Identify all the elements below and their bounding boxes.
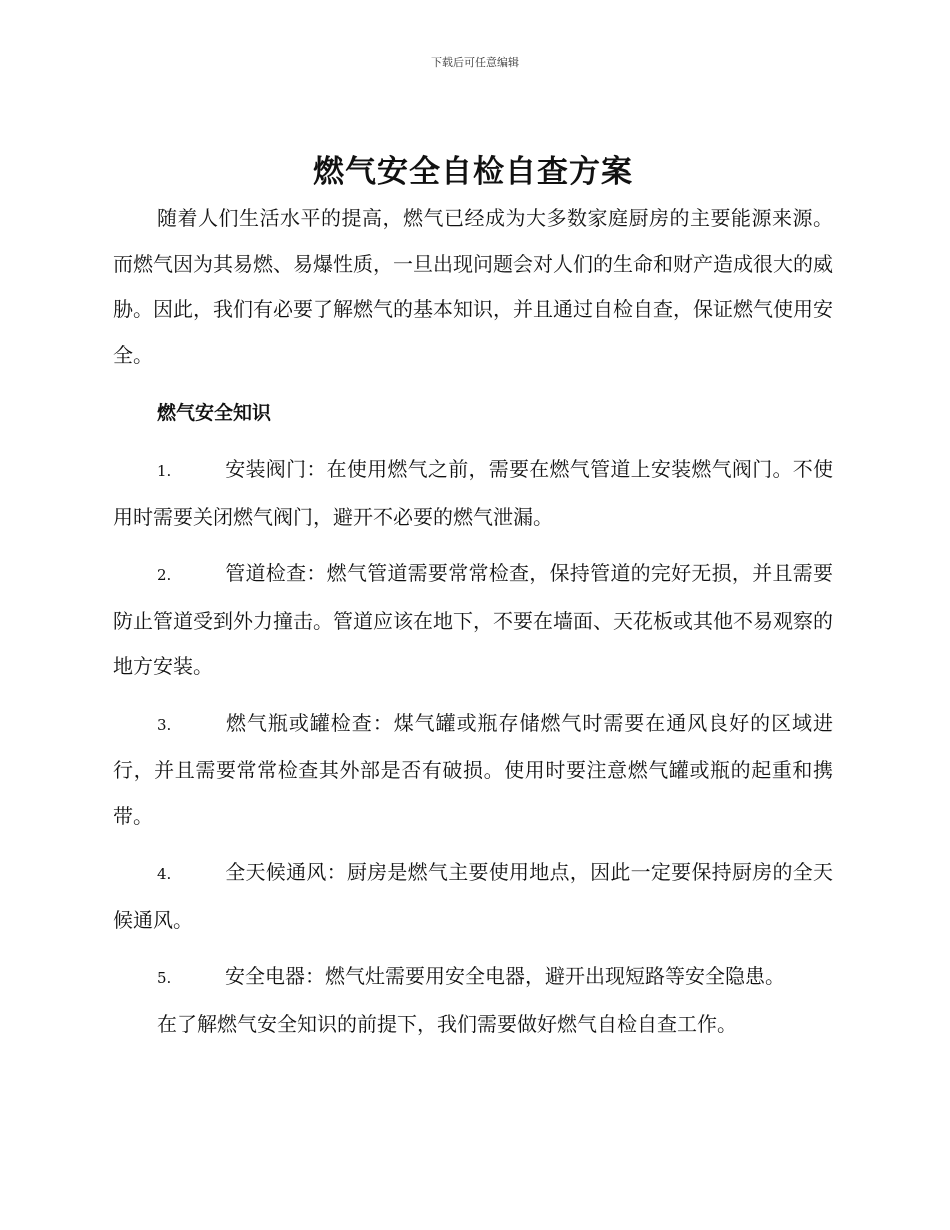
list-item-text: 全天候通风：厨房是燃气主要使用地点，因此一定要保持厨房的全天候通风。 [113, 860, 833, 932]
document-body [113, 148, 833, 1047]
list-item [113, 954, 833, 1002]
list-item-text: 管道检查：燃气管道需要常常检查，保持管道的完好无损，并且需要防止管道受到外力撞击。管道应该在地下，不要在墙面、天花板或其他不易观察的地方安装。 [113, 561, 833, 678]
list-item-number: 2. [157, 566, 172, 584]
intro-paragraph: 随着人们生活水平的提高，燃气已经成为大多数家庭厨房的主要能源来源。而燃气因为其易燃、易爆性质，一旦出现问题会对人们的生命和财产造成很大的威胁。因此，我们有必要了解燃气的基本知识，并且通过自检自查，保证燃气使用安全。 [113, 206, 833, 367]
list-item-number: 5. [157, 969, 172, 987]
list-item-number: 4. [157, 865, 172, 883]
list-item [113, 447, 833, 540]
closing-paragraph: 在了解燃气安全知识的前提下，我们需要做好燃气自检自查工作。 [157, 1011, 737, 1036]
section-heading: 燃气安全知识 [157, 402, 272, 424]
list-item [113, 701, 833, 840]
list-item-text: 安装阀门：在使用燃气之前，需要在燃气管道上安装燃气阀门。不使用时需要关闭燃气阀门，避开不必要的燃气泄漏。 [113, 457, 833, 529]
list-item-number: 1. [157, 462, 172, 480]
list-item [113, 551, 833, 690]
list-item-text: 燃气瓶或罐检查：煤气罐或瓶存储燃气时需要在通风良好的区域进行，并且需要常常检查其外部是否有破损。使用时要注意燃气罐或瓶的起重和携带。 [113, 710, 833, 828]
list-item [113, 850, 833, 943]
list-item-text: 安全电器：燃气灶需要用安全电器，避开出现短路等安全隐患。 [225, 964, 785, 988]
header-note: 下载后可任意编辑 [431, 56, 519, 69]
list-item-number: 3. [157, 715, 172, 734]
document-title: 燃气安全自检自查方案 [313, 154, 633, 190]
